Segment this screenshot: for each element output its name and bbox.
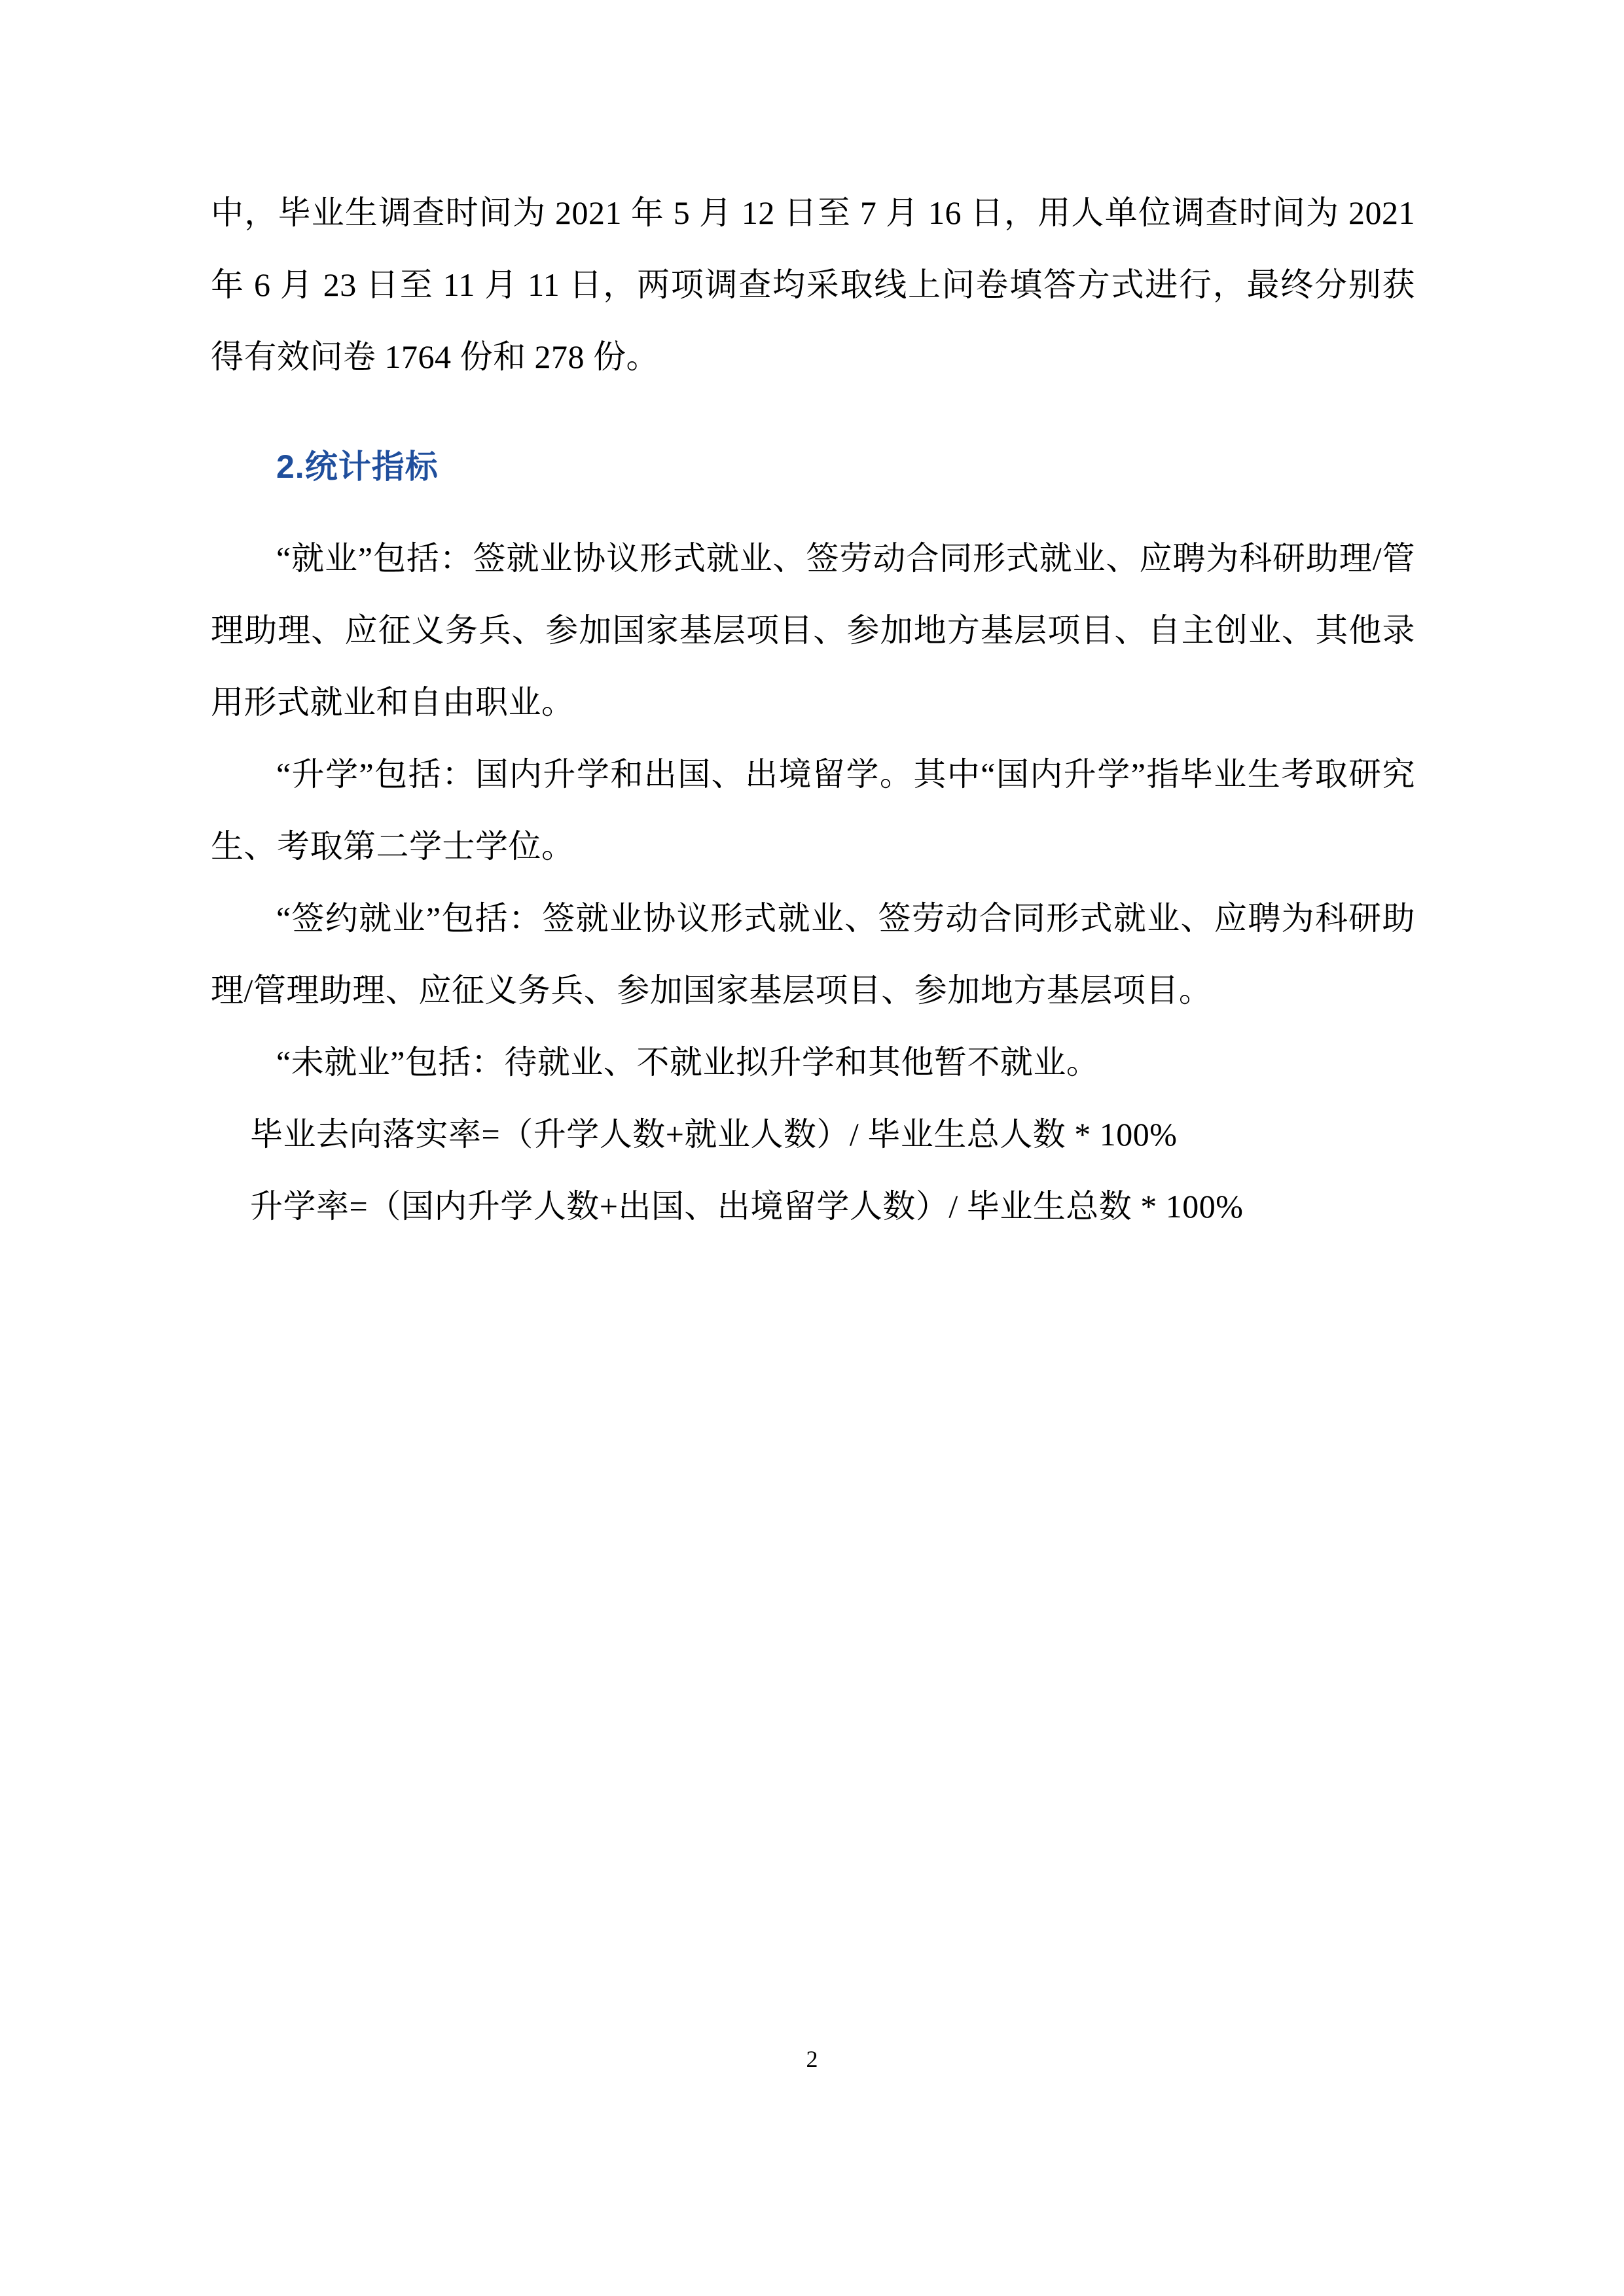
formula-placement-rate: 毕业去向落实率=（升学人数+就业人数）/ 毕业生总人数 * 100% <box>250 1116 1178 1153</box>
paragraph-contracted-employment-definition: “签约就业”包括：签就业协议形式就业、签劳动合同形式就业、应聘为科研助理/管理助理、应征义务兵、参加国家基层项目、参加地方基层项目。 <box>211 900 1415 1009</box>
paragraph-survey-period: 中，毕业生调查时间为 2021 年 5 月 12 日至 7 月 16 日，用人单位调查时间为 2021 年 6 月 23 日至 11 月 11 日，两项调查均采取线上问卷填答方式进行，最终分别获得有效问卷 1764 份和 278 份。 <box>211 194 1415 375</box>
paragraph-further-study-definition: “升学”包括：国内升学和出国、出境留学。其中“国内升学”指毕业生考取研究生、考取第二学士学位。 <box>211 756 1415 865</box>
paragraph-employment-definition: “就业”包括：签就业协议形式就业、签劳动合同形式就业、应聘为科研助理/管理助理、应征义务兵、参加国家基层项目、参加地方基层项目、自主创业、其他录用形式就业和自由职业。 <box>211 540 1415 721</box>
formula-further-study-rate: 升学率=（国内升学人数+出国、出境留学人数）/ 毕业生总数 * 100% <box>250 1188 1244 1225</box>
page-number: 2 <box>806 2046 818 2072</box>
document-body <box>211 177 1415 1242</box>
paragraph-unemployed-definition: “未就业”包括：待就业、不就业拟升学和其他暂不就业。 <box>276 1044 1100 1081</box>
section-heading-statistical-indicators: 2.统计指标 <box>276 448 439 485</box>
